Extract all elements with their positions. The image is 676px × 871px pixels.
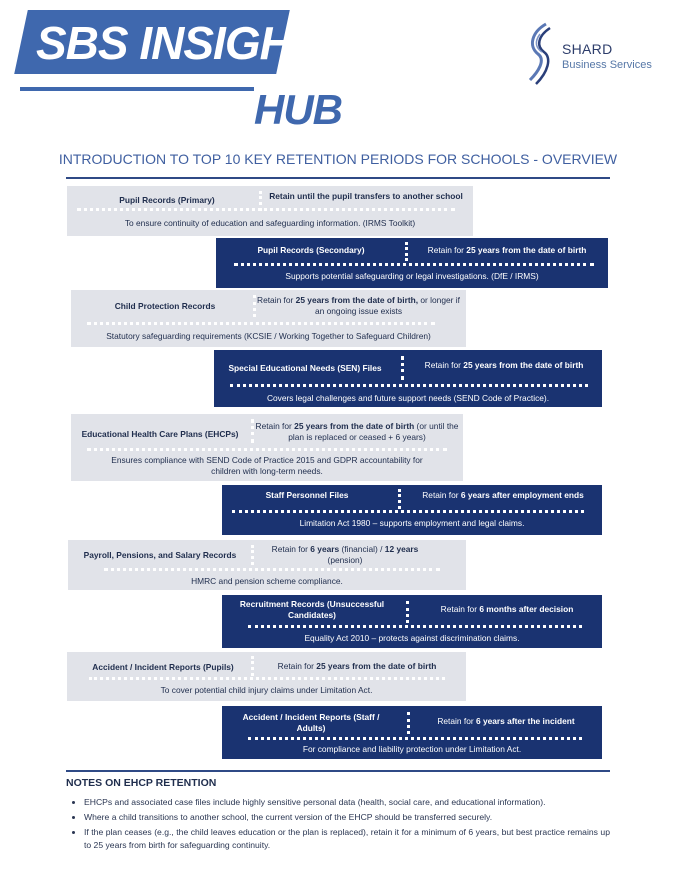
record-note: Equality Act 2010 – protects against discrimination claims. [304, 633, 520, 643]
record-card-staff-personnel [222, 485, 602, 535]
divider-vertical [407, 712, 410, 734]
record-card-recruitment [222, 595, 602, 648]
notes-divider [66, 770, 610, 772]
record-card-child-protection [71, 290, 466, 347]
record-retention: Retain for 25 years from the date of birth [277, 661, 437, 671]
record-note: Statutory safeguarding requirements (KCSIE / Working Together to Safeguard Children) [106, 331, 431, 341]
record-name: Educational Health Care Plans (EHCPs) [81, 429, 239, 439]
brand-logo [524, 22, 664, 88]
record-retention: Retain for 6 years after the incident [437, 716, 575, 726]
divider-horizontal [104, 568, 440, 571]
record-name: Recruitment Records (Unsuccessful Candidates) [239, 599, 385, 620]
notes-heading: NOTES ON EHCP RETENTION [66, 777, 217, 789]
record-name: Staff Personnel Files [265, 490, 349, 500]
divider-horizontal [89, 677, 445, 680]
record-retention: Retain for 6 years (financial) / 12 years (pension) [271, 544, 419, 565]
record-name: Pupil Records (Primary) [119, 195, 215, 205]
record-note: HMRC and pension scheme compliance. [191, 576, 343, 586]
record-name: Special Educational Needs (SEN) Files [228, 363, 382, 373]
logo-underline [20, 87, 254, 91]
record-note: To ensure continuity of education and safeguarding information. (IRMS Toolkit) [124, 218, 416, 228]
record-retention: Retain until the pupil transfers to another school [269, 191, 463, 201]
record-name: Payroll, Pensions, and Salary Records [83, 550, 237, 560]
record-card-payroll [68, 540, 466, 590]
brand-subtitle: Business Services [562, 59, 652, 71]
divider-horizontal [248, 737, 582, 740]
record-retention: Retain for 25 years from the date of birth, or longer if an ongoing issue exists [257, 295, 460, 316]
record-name: Accident / Incident Reports (Pupils) [92, 662, 234, 672]
divider-horizontal [234, 263, 594, 266]
record-retention: Retain for 6 months after decision [440, 604, 574, 614]
divider-horizontal [232, 510, 584, 513]
title-divider [66, 177, 610, 179]
notes-item: • EHCPs and associated case files include highly sensitive personal data (health, social care, and educational information). [84, 796, 610, 809]
record-note: Ensures compliance with SEND Code of Practice 2015 and GDPR accountability for children with long-term needs. [111, 455, 423, 476]
record-note: To cover potential child injury claims under Limitation Act. [160, 685, 373, 695]
record-card-pupil-secondary [216, 238, 608, 288]
record-name: Child Protection Records [114, 301, 216, 311]
brand-name: SHARD [562, 41, 613, 57]
divider-horizontal [77, 208, 455, 211]
record-name: Pupil Records (Secondary) [257, 245, 365, 255]
divider-horizontal [248, 625, 582, 628]
notes-item: • Where a child transitions to another school, the current version of the EHCP should be transferred securely. [84, 811, 610, 824]
record-note: Covers legal challenges and future support needs (SEND Code of Practice). [266, 393, 550, 403]
notes-item: • If the plan ceases (e.g., the child leaves education or the plan is replaced), retain it for a minimum of 6 years, but best practice remains up to 25 years from birth for safeguarding continuity. [84, 826, 610, 851]
record-note: Limitation Act 1980 – supports employment and legal claims. [299, 518, 525, 528]
logo-title: SBS INSIGHT [36, 17, 319, 69]
divider-horizontal [87, 322, 435, 325]
record-retention: Retain for 25 years from the date of birth [424, 360, 584, 370]
divider-vertical [405, 242, 408, 261]
record-retention: Retain for 25 years from the date of birth (or until the plan is replaced or ceased + 6 years) [255, 421, 459, 442]
divider-vertical [401, 356, 404, 380]
divider-vertical [251, 545, 254, 565]
shard-logo-icon [524, 22, 560, 88]
divider-vertical [398, 489, 401, 509]
record-card-accident-staff [222, 706, 602, 759]
record-card-sen-files [214, 350, 602, 407]
record-card-accident-pupils [67, 652, 466, 701]
record-name: Accident / Incident Reports (Staff / Adults) [242, 712, 380, 733]
notes-list [66, 796, 610, 854]
divider-horizontal [87, 448, 447, 451]
record-retention: Retain for 25 years from the date of birth [427, 245, 587, 255]
divider-horizontal [230, 384, 588, 387]
page-title: INTRODUCTION TO TOP 10 KEY RETENTION PERIODS FOR SCHOOLS - OVERVIEW [58, 151, 618, 167]
logo-hub: HUB [254, 86, 342, 133]
record-note: Supports potential safeguarding or legal investigations. (DfE / IRMS) [285, 271, 539, 281]
record-card-ehcp [71, 414, 463, 481]
record-card-pupil-primary [67, 186, 473, 236]
divider-vertical [251, 656, 254, 676]
divider-vertical [406, 601, 409, 623]
record-retention: Retain for 6 years after employment ends [422, 490, 584, 500]
divider-vertical [251, 419, 254, 443]
record-note: For compliance and liability protection under Limitation Act. [302, 744, 522, 754]
